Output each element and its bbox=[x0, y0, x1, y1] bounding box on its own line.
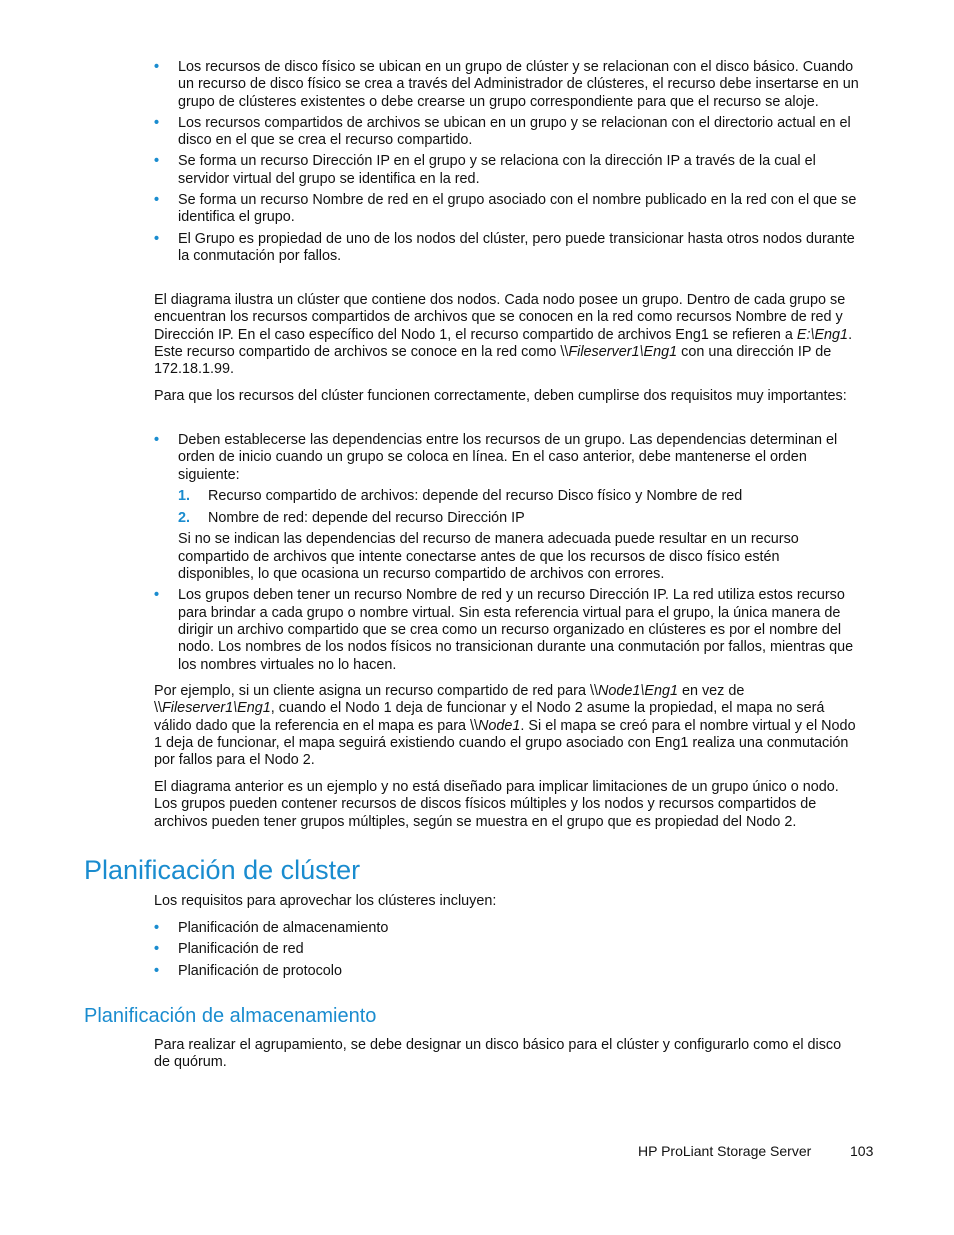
list-item bbox=[154, 941, 859, 958]
list-item-text: Planificación de almacenamiento bbox=[178, 920, 389, 936]
section-bullets-block bbox=[154, 920, 859, 984]
bullet-icon: • bbox=[154, 941, 160, 958]
limits-paragraph-block bbox=[154, 779, 859, 831]
diagram-paragraph-block bbox=[154, 292, 859, 378]
list-item-text: Deben establecerse las dependencias entre los recursos de un grupo. Las dependencias determinan el orden de inicio cuando un grupo se coloca en línea. En el caso anterior, debe mantenerse el orden siguiente: bbox=[178, 432, 838, 483]
dependency-steps bbox=[178, 488, 859, 527]
list-item bbox=[154, 115, 859, 150]
list-item bbox=[154, 153, 859, 188]
step-text: Nombre de red: depende del recurso Dirección IP bbox=[208, 509, 525, 526]
step-item bbox=[178, 488, 859, 505]
subsection-heading: Planificación de almacenamiento bbox=[84, 1005, 377, 1027]
page-number: 103 bbox=[850, 1143, 874, 1159]
diagram-paragraph: El diagrama ilustra un clúster que contiene dos nodos. Cada nodo posee un grupo. Dentro de cada grupo se encuentran los recursos compartidos de archivos que se conocen en la red como recursos Nombre de red y Dirección IP. En el caso específico del Nodo 1, el recurso compartido de archivos Eng1 se refieren a E:\Eng1. Este recurso compartido de archivos se conoce en la red como \\Fileserver1\Eng1 con una dirección IP de 172.18.1.99. bbox=[154, 292, 853, 378]
bullet-icon: • bbox=[154, 59, 160, 75]
footer-title: HP ProLiant Storage Server bbox=[638, 1143, 812, 1159]
step-item bbox=[178, 510, 859, 527]
subsection-text-block bbox=[154, 1037, 859, 1072]
bullet-icon: • bbox=[154, 153, 160, 170]
list-item-text: Los recursos de disco físico se ubican en un grupo de clúster y se relacionan con el disco básico. Cuando un recurso de disco físico se crea a través del Administrador de clústeres, el recurso debe insertarse en un grupo de clústeres existentes o debe crearse un grupo correspondiente para que el recurso se aloje. bbox=[178, 59, 859, 110]
requirements-intro: Para que los recursos del clúster funcionen correctamente, deben cumplirse dos requisitos muy importantes: bbox=[154, 388, 847, 404]
list-item-text: El Grupo es propiedad de uno de los nodos del clúster, pero puede transicionar hasta otros nodos durante la conmutación por fallos. bbox=[178, 230, 855, 264]
bullet-icon: • bbox=[154, 192, 160, 209]
list-item-text: Planificación de protocolo bbox=[178, 962, 342, 979]
bullet-icon: • bbox=[154, 114, 160, 131]
planning-bullet-list bbox=[154, 920, 859, 980]
section-intro-block bbox=[154, 893, 859, 910]
example-paragraph: Por ejemplo, si un cliente asigna un recurso compartido de red para \\Node1\Eng1 en vez de \\Fileserver1\Eng1, cuando el Nodo 1 deja de funcionar y el Nodo 2 asume la propiedad, el mapa no será válido dado que la referencia en el mapa es para \\Node1. Si el mapa se creó para el nombre virtual y el Nodo 1 deja de funcionar, el mapa seguirá existiendo cuando el grupo asociado con Eng1 realiza una conmutación por fallos para el Nodo 2. bbox=[154, 683, 856, 769]
list-item bbox=[154, 432, 859, 583]
list-item-text: Los recursos compartidos de archivos se ubican en un grupo y se relacionan con el directorio actual en el disco en el que se crea el recurso compartido. bbox=[178, 114, 851, 149]
list-item bbox=[154, 587, 859, 673]
top-bullet-list-block bbox=[154, 59, 859, 269]
list-item bbox=[154, 920, 859, 937]
list-item bbox=[154, 192, 859, 227]
bullet-icon: • bbox=[154, 432, 160, 448]
requirements-list-block bbox=[154, 432, 859, 674]
step-text: Recurso compartido de archivos: depende del recurso Disco físico y Nombre de red bbox=[208, 487, 743, 504]
dependency-note: Si no se indican las dependencias del recurso de manera adecuada puede resultar en un recurso compartido de archivos que intente conectarse antes de que los recursos de disco físico estén disponibles, lo que ocasiona un recurso compartido de archivos con errores. bbox=[178, 531, 799, 583]
bullet-icon: • bbox=[154, 920, 160, 936]
example-paragraph-block bbox=[154, 683, 859, 769]
list-item-text: Se forma un recurso Dirección IP en el grupo y se relaciona con la dirección IP a través de la cual el servidor virtual del grupo se identifica en la red. bbox=[178, 153, 816, 187]
list-item-text: Se forma un recurso Nombre de red en el grupo asociado con el nombre publicado en la red con el que se identifica el grupo. bbox=[178, 192, 857, 226]
resource-bullet-list bbox=[154, 59, 859, 265]
list-item-text: Los grupos deben tener un recurso Nombre de red y un recurso Dirección IP. La red utiliza estos recurso para brindar a cada grupo o nombre virtual. Sin esta referencia virtual para el grupo, la única manera de dirigir un archivo compartido que se crea como un recurso organizado en clústeres es por el nombre del nodo. Los nombres de los nodos físicos no transicionan durante una conmutación por fallos, mientras que los nombres virtuales no lo hacen. bbox=[178, 587, 854, 673]
requirements-intro-block bbox=[154, 388, 859, 405]
requirements-list bbox=[154, 432, 859, 674]
bullet-icon: • bbox=[154, 962, 160, 979]
list-item-text: Planificación de red bbox=[178, 941, 304, 958]
step-number: 2. bbox=[178, 509, 191, 526]
list-item bbox=[154, 231, 859, 266]
subsection-text: Para realizar el agrupamiento, se debe designar un disco básico para el clúster y configurarlo como el disco de quórum. bbox=[154, 1037, 842, 1071]
bullet-icon: • bbox=[154, 587, 160, 604]
section-heading: Planificación de clúster bbox=[84, 855, 361, 885]
list-item bbox=[154, 59, 859, 111]
bullet-icon: • bbox=[154, 230, 160, 247]
limits-paragraph: El diagrama anterior es un ejemplo y no está diseñado para implicar limitaciones de un grupo único o nodo. Los grupos pueden contener recursos de discos físicos múltiples y los nodos y recursos compartidos de archivos pueden tener grupos múltiples, según se muestra en el grupo que es propiedad del Nodo 2. bbox=[154, 779, 839, 830]
list-item bbox=[154, 963, 859, 980]
section-intro: Los requisitos para aprovechar los clústeres incluyen: bbox=[154, 893, 497, 909]
step-number: 1. bbox=[178, 487, 191, 504]
